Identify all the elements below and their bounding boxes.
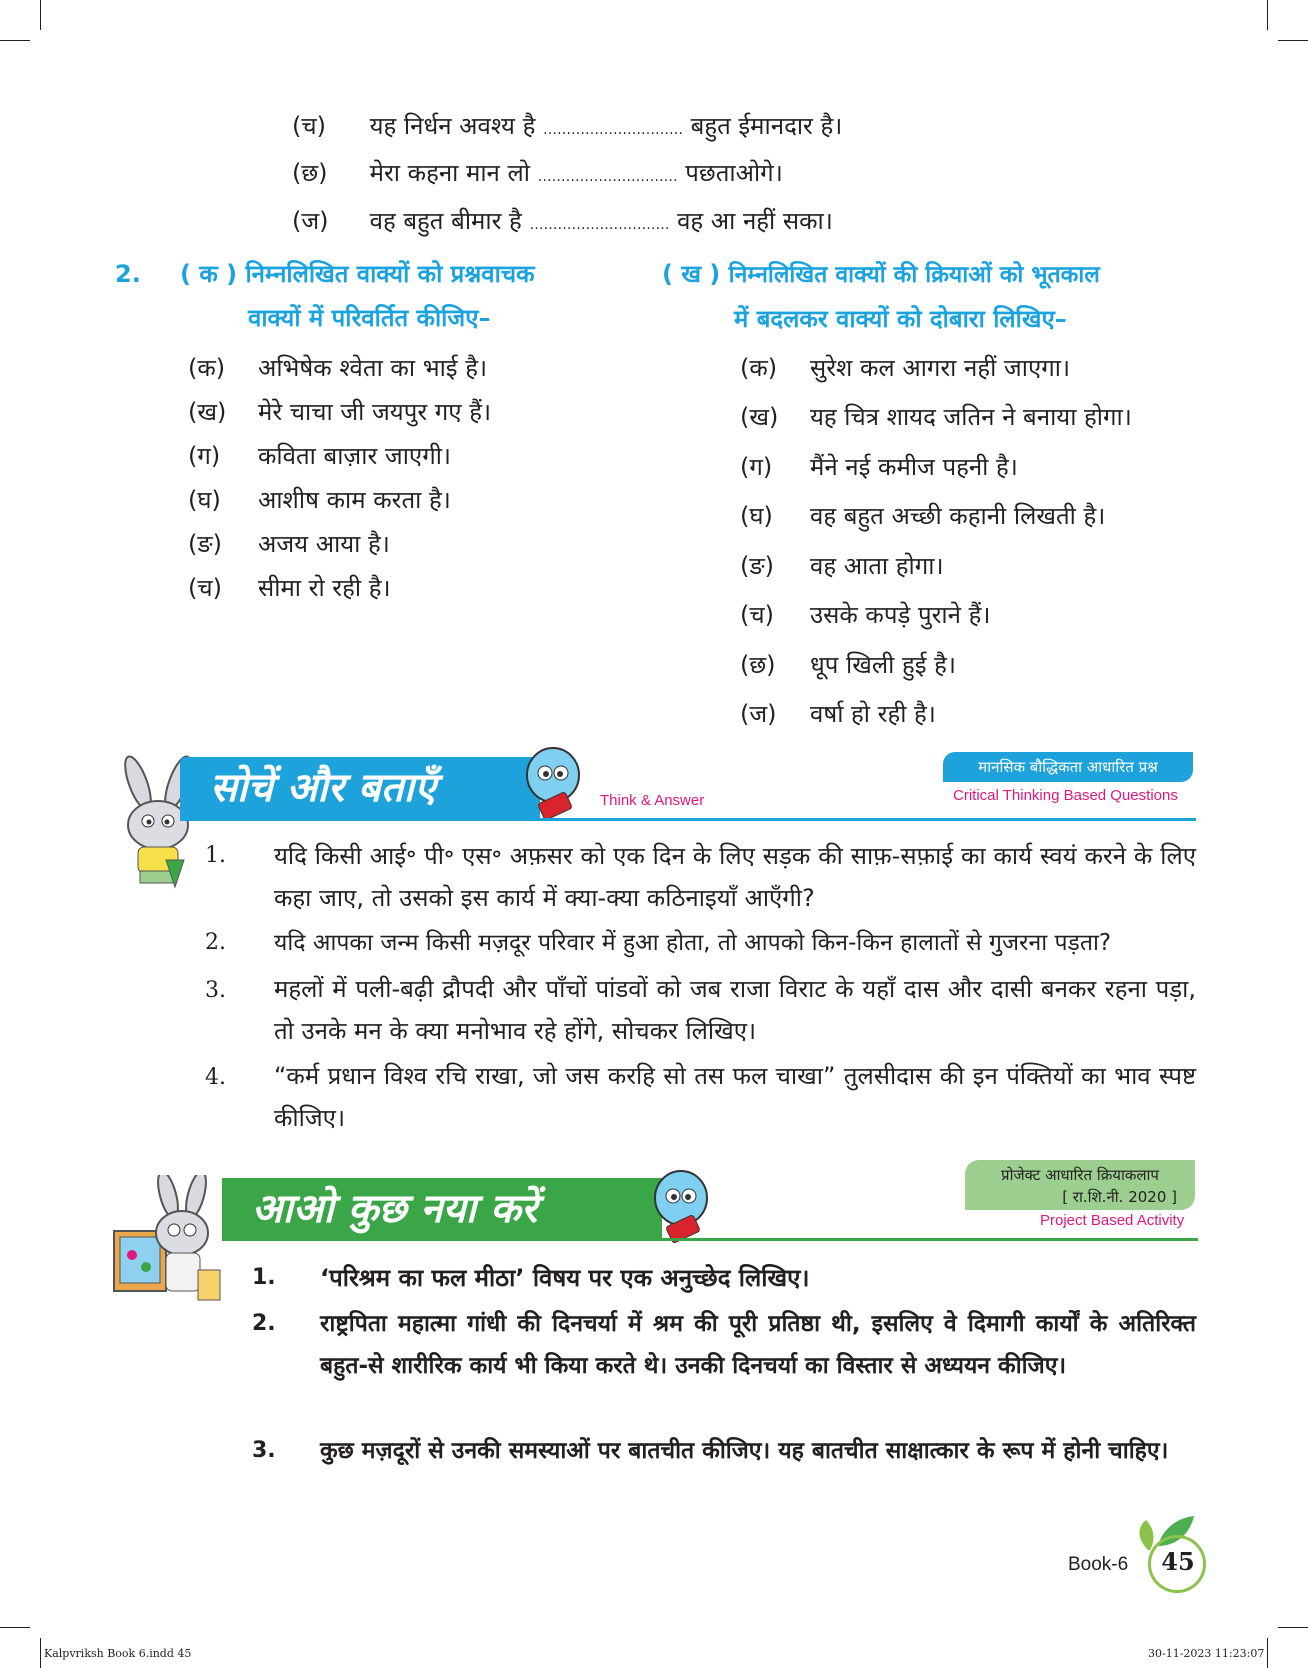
item-label: (छ): [740, 651, 776, 679]
item-label: (ख): [740, 403, 779, 431]
item-label: (ग): [188, 442, 221, 470]
q2a-label: ( क ): [180, 260, 238, 288]
question-text: यदि किसी आई॰ पी॰ एस॰ अफ़सर को एक दिन के लिए सड़क की साफ़-सफ़ाई का कार्य स्वयं करने के लिए कहा जाए, तो उसको इस कार्य में क्या-क्या कठिनाइयाँ आएँगी?: [274, 842, 1196, 912]
q2b-line1: निम्नलिखित वाक्यों की क्रियाओं को भूतकाल: [728, 262, 1100, 288]
item-text: सीमा रो रही है।: [258, 574, 391, 602]
question-number: 2.: [115, 260, 141, 288]
item-text: यह निर्धन अवश्य है: [369, 112, 536, 140]
blank-dots: …………………………: [529, 217, 670, 233]
list-item: [188, 440, 451, 472]
blank-dots: …………………………: [543, 122, 683, 138]
item-text: यह चित्र शायद जतिन ने बनाया होगा।: [810, 403, 1132, 431]
crop-mark: [1267, 0, 1268, 30]
item-label: (च): [740, 601, 774, 629]
project-banner: आओ कुछ नया करें: [222, 1178, 662, 1240]
critical-thinking-subtitle: Critical Thinking Based Questions: [953, 787, 1178, 804]
fill-blank-item: [292, 205, 833, 241]
item-label: (घ): [188, 486, 221, 514]
question-number: 3.: [205, 978, 226, 1003]
item-text: ‘परिश्रम का फल मीठा’ विषय पर एक अनुच्छेद लिखिए।: [320, 1264, 810, 1292]
item-label: (ङ): [740, 552, 775, 580]
question-number: 2.: [205, 930, 226, 955]
item-text: पछताओगे।: [685, 159, 783, 187]
project-subtitle: Project Based Activity: [1040, 1212, 1185, 1229]
item-text: बहुत ईमानदार है।: [690, 112, 843, 140]
list-item: [740, 401, 1132, 433]
crop-mark: [0, 40, 30, 41]
item-number: 3.: [252, 1438, 276, 1463]
list-item: [740, 451, 1018, 483]
footer-timestamp: 30-11-2023 11:23:07: [1148, 1647, 1265, 1660]
item-number: 2.: [252, 1311, 276, 1336]
list-item: [188, 352, 487, 384]
item-text: मेरा कहना मान लो: [369, 159, 530, 187]
item-label: (ग): [740, 453, 773, 481]
crop-mark: [40, 1638, 41, 1668]
list-item: [740, 550, 944, 582]
project-tag-line1: प्रोजेक्ट आधारित क्रियाकलाप: [1001, 1166, 1159, 1184]
list-item: [740, 500, 1105, 532]
q2a-heading: [180, 252, 620, 340]
item-text: वह बहुत अच्छी कहानी लिखती है।: [810, 502, 1106, 530]
page-number: 45: [1161, 1547, 1195, 1576]
question-number: 1.: [205, 843, 226, 868]
crop-mark: [1278, 1627, 1308, 1628]
fill-blank-item: [292, 110, 842, 146]
book-label: Book-6: [1068, 1554, 1129, 1575]
item-label: (छ): [292, 159, 328, 187]
item-label: (ज): [292, 207, 329, 235]
crop-mark: [1278, 40, 1308, 41]
item-label: (ज): [740, 700, 777, 728]
item-text: मैंने नई कमीज पहनी है।: [810, 453, 1018, 481]
item-text: अजय आया है।: [258, 530, 390, 558]
item-number: 1.: [252, 1265, 276, 1290]
item-text: कविता बाज़ार जाएगी।: [258, 442, 452, 470]
think-answer-banner: सोचें और बताएँ: [180, 757, 540, 819]
question-text: महलों में पली-बढ़ी द्रौपदी और पाँचों पांडवों को जब राजा विराट के यहाँ दास और दासी बनकर रहना पड़ा, तो उनके मन के क्या मनोभाव रहे होंगे, सोचकर लिखिए।: [274, 975, 1196, 1045]
q2b-label: ( ख ): [662, 260, 721, 288]
q2a-line2: वाक्यों में परिवर्तित कीजिए–: [248, 304, 491, 332]
item-label: (ख): [188, 398, 227, 426]
item-label: (क): [188, 354, 226, 382]
item-text: आशीष काम करता है।: [258, 486, 451, 514]
fill-blank-item: [292, 157, 783, 193]
rabbit-painter-icon: [110, 1175, 225, 1315]
section-rule: [222, 1238, 1198, 1241]
think-answer-subtitle: Think & Answer: [600, 792, 705, 809]
critical-thinking-tag: मानसिक बौद्धिकता आधारित प्रश्न: [943, 752, 1193, 782]
blank-dots: …………………………: [537, 169, 678, 185]
item-text: वह बहुत बीमार है: [369, 207, 522, 235]
item-label: (च): [292, 112, 326, 140]
list-item: [188, 572, 391, 604]
q2b-heading: [662, 252, 1202, 341]
project-tag-line2: [ रा.शि.नी. 2020 ]: [1062, 1188, 1177, 1206]
bulb-mascot-icon: [648, 1168, 718, 1246]
crop-mark: [1267, 1638, 1268, 1668]
item-text: वर्षा हो रही है।: [810, 700, 936, 728]
item-text: अभिषेक श्वेता का भाई है।: [258, 354, 488, 382]
item-text: कुछ मज़दूरों से उनकी समस्याओं पर बातचीत कीजिए। यह बातचीत साक्षात्कार के रूप में होनी चाहिए।: [320, 1438, 1169, 1464]
list-item: [740, 352, 1070, 384]
project-tag: [965, 1160, 1195, 1210]
question-number: 4.: [205, 1065, 226, 1090]
item-text: वह आ नहीं सका।: [677, 207, 833, 235]
q2b-line2: में बदलकर वाक्यों को दोबारा लिखिए–: [734, 305, 1067, 333]
list-item: [740, 698, 936, 730]
item-label: (च): [188, 574, 222, 602]
section-rule: [180, 818, 1196, 821]
crop-mark: [40, 0, 41, 30]
q2a-line1: निम्नलिखित वाक्यों को प्रश्नवाचक: [245, 260, 535, 288]
footer-file: Kalpvriksh Book 6.indd 45: [44, 1647, 192, 1660]
item-text: सुरेश कल आगरा नहीं जाएगा।: [810, 354, 1071, 382]
bulb-mascot-icon: [520, 745, 590, 823]
list-item: [188, 484, 451, 516]
item-label: (ङ): [188, 530, 223, 558]
question-text: यदि आपका जन्म किसी मज़दूर परिवार में हुआ होता, तो आपको किन-किन हालातों से गुजरना पड़ता?: [274, 930, 1112, 956]
list-item: [740, 649, 956, 681]
item-text: उसके कपड़े पुराने हैं।: [810, 601, 991, 629]
crop-mark: [0, 1627, 30, 1628]
list-item: [740, 599, 990, 631]
item-label: (घ): [740, 502, 773, 530]
list-item: [188, 528, 390, 560]
item-text: मेरे चाचा जी जयपुर गए हैं।: [258, 398, 492, 426]
list-item: [188, 396, 491, 428]
item-text: राष्ट्रपिता महात्मा गांधी की दिनचर्या में श्रम की पूरी प्रतिष्ठा थी, इसलिए वे दिमागी कार्यों के अतिरिक्त बहुत-से शारीरिक कार्य भी किया करते थे। उनकी दिनचर्या का विस्तार से अध्ययन कीजिए।: [320, 1311, 1196, 1379]
item-text: वह आता होगा।: [810, 552, 944, 580]
item-text: धूप खिली हुई है।: [810, 651, 956, 679]
item-label: (क): [740, 354, 778, 382]
question-text: “कर्म प्रधान विश्व रचि राखा, जो जस करहि सो तस फल चाखा” तुलसीदास की इन पंक्तियों का भाव स्पष्ट कीजिए।: [274, 1062, 1196, 1132]
